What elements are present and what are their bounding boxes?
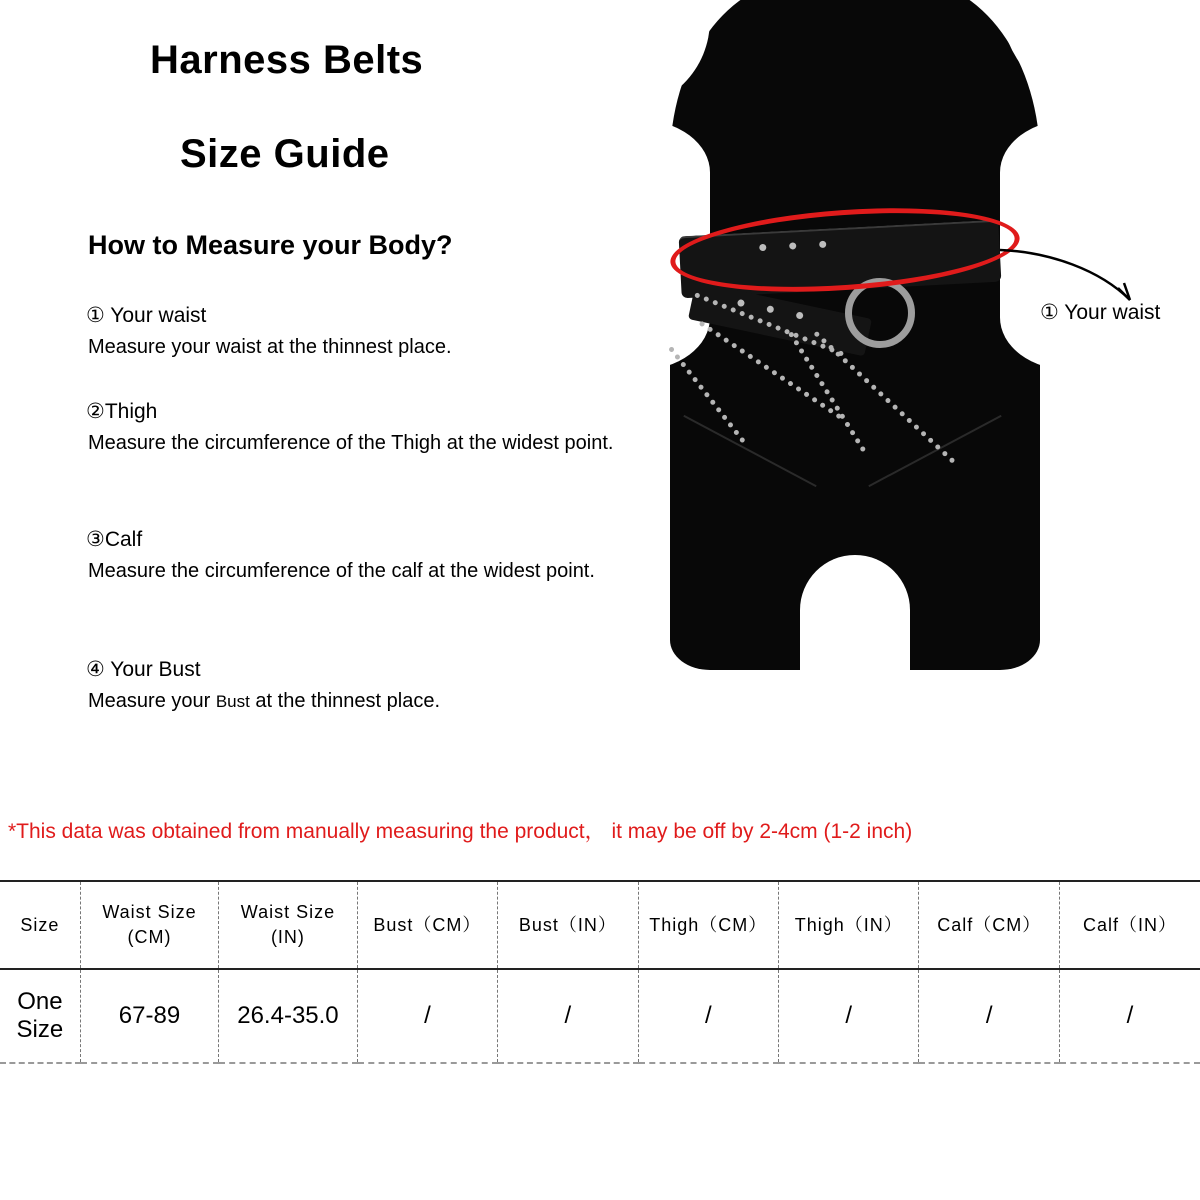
table-cell-thigh-in: / xyxy=(779,969,919,1063)
table-header-cell xyxy=(0,881,80,969)
waist-callout-label: ① Your waist xyxy=(1040,301,1161,324)
measure-step-thigh xyxy=(86,398,626,457)
table-cell-waist-cm: 67-89 xyxy=(80,969,218,1063)
measure-step-bust-desc xyxy=(86,688,626,715)
table-cell-bust-in: / xyxy=(498,969,638,1063)
measure-step-calf xyxy=(86,526,626,585)
size-chart-table xyxy=(0,880,1200,1064)
table-header-cell xyxy=(498,881,638,969)
table-header-line2: (CM) xyxy=(127,927,172,947)
measurement-disclaimer: *This data was obtained from manually measuring the product， it may be off by 2-4cm (1-2 inch) xyxy=(8,820,913,843)
measure-step-waist-desc: Measure your waist at the thinnest place. xyxy=(88,336,452,358)
measure-step-calf-title: ③Calf xyxy=(86,528,143,551)
table-header-cell xyxy=(1059,881,1200,969)
measure-step-bust-desc-keyword: Bust xyxy=(215,692,250,711)
size-guide-text-panel xyxy=(0,0,660,790)
table-cell-thigh-cm: / xyxy=(638,969,778,1063)
measure-step-thigh-desc: Measure the circumference of the Thigh at the widest point. xyxy=(88,432,614,454)
measure-step-bust-title: ④ Your Bust xyxy=(86,658,201,681)
table-header-cell xyxy=(219,881,357,969)
table-header-line1: Thigh（CM） xyxy=(649,914,768,935)
table-header-line1: Bust（IN） xyxy=(518,914,617,935)
table-header-line1: Bust（CM） xyxy=(373,914,482,935)
measure-step-calf-desc: Measure the circumference of the calf at the widest point. xyxy=(88,560,595,582)
belt-stud xyxy=(737,299,745,307)
page-title-line1: Harness Belts xyxy=(150,38,424,82)
table-header-line1: Size xyxy=(20,914,60,935)
measure-step-thigh-title: ②Thigh xyxy=(86,400,158,423)
product-photo xyxy=(600,0,1200,660)
belt-stud xyxy=(796,311,804,319)
table-header-cell xyxy=(779,881,919,969)
page-title-line2: Size Guide xyxy=(180,132,390,176)
mannequin-crotch-cut xyxy=(800,555,910,685)
table-cell-bust-cm: / xyxy=(357,969,497,1063)
table-header-line1: Calf（CM） xyxy=(937,914,1042,935)
table-header-cell xyxy=(919,881,1059,969)
measure-step-waist-title: ① Your waist xyxy=(86,304,207,327)
table-header-line1: Thigh（IN） xyxy=(794,914,903,935)
table-header-row xyxy=(0,881,1200,969)
table-header-line1: Waist Size xyxy=(102,902,197,922)
table-row xyxy=(0,969,1200,1063)
table-cell-waist-in: 26.4-35.0 xyxy=(219,969,357,1063)
table-cell-size: One Size xyxy=(0,969,80,1063)
measure-step-bust-desc-prefix: Measure your xyxy=(88,690,216,712)
table-header-line1: Waist Size xyxy=(240,902,336,922)
table-header-cell xyxy=(638,881,778,969)
table-header-cell xyxy=(80,881,218,969)
section-subtitle: How to Measure your Body? xyxy=(88,230,453,260)
table-header-line1: Calf（IN） xyxy=(1082,914,1177,935)
belt-stud xyxy=(766,305,774,313)
measure-step-bust xyxy=(86,656,626,715)
table-cell-calf-cm: / xyxy=(919,969,1059,1063)
measure-step-bust-desc-suffix: at the thinnest place. xyxy=(249,690,441,712)
table-header-cell xyxy=(357,881,497,969)
measure-step-waist xyxy=(86,302,626,361)
table-header-line2: (IN) xyxy=(270,927,305,947)
table-cell-calf-in: / xyxy=(1059,969,1200,1063)
